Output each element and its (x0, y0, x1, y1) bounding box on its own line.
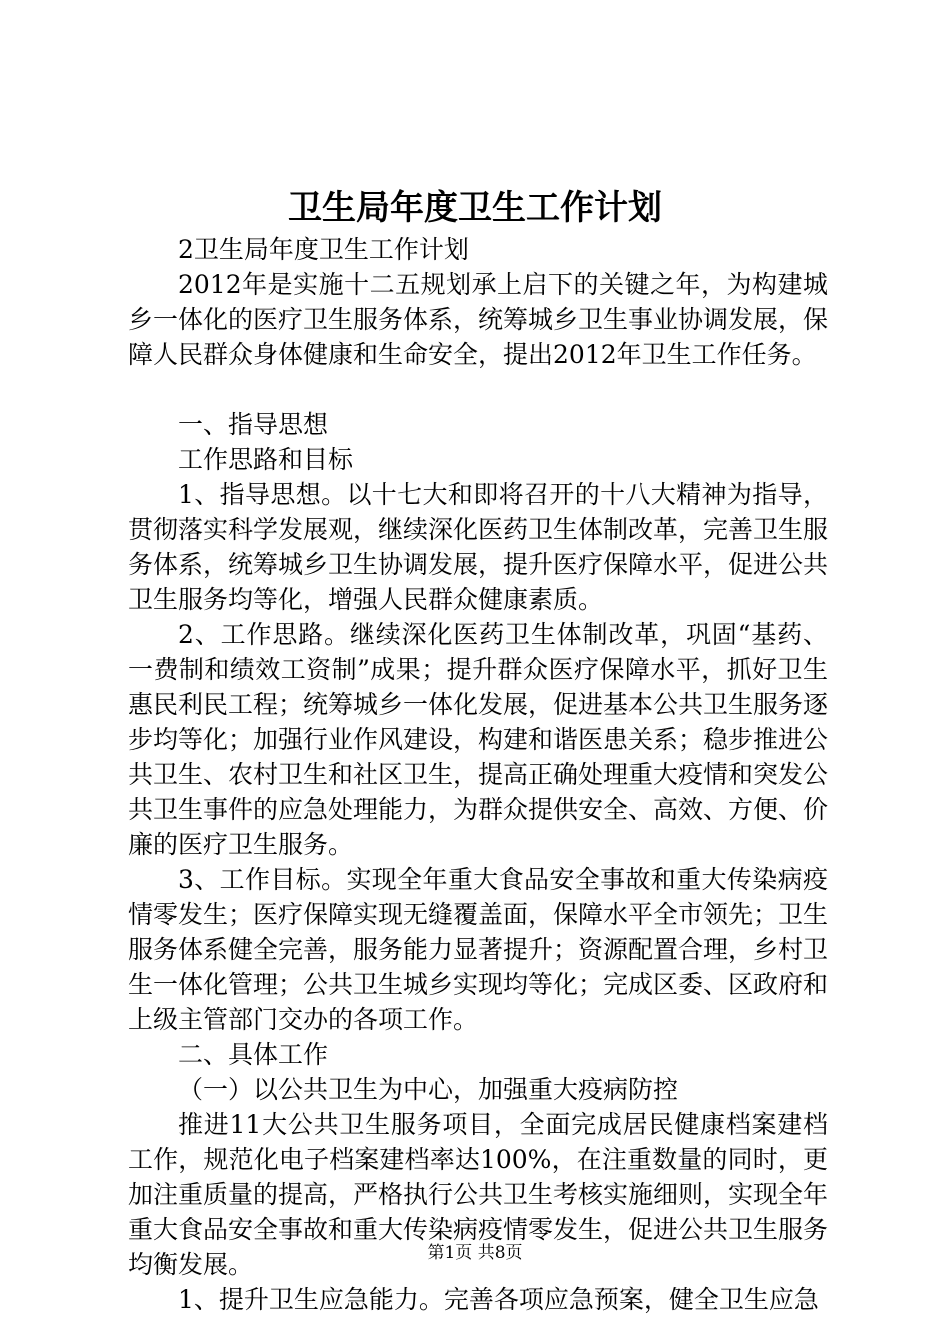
document-title: 卫生局年度卫生工作计划 (288, 188, 662, 228)
paragraph-guiding-ideology: 1、指导思想。以十七大和即将召开的十八大精神为指导，贯彻落实科学发展观，继续深化医药卫生体制改革，完善卫生服务体系，统筹城乡卫生协调发展，提升医疗保障水平，促进公共卫生服务均等化，增强人民群众健康素质。 (128, 480, 829, 614)
subheading-public-health: （一）以公共卫生为中心，加强重大疫病防控 (178, 1075, 679, 1104)
section-heading-specific-work: 二、具体工作 (178, 1040, 329, 1069)
subtitle-paragraph: 2卫生局年度卫生工作计划 (178, 235, 469, 264)
subheading-ideas-and-goals: 工作思路和目标 (178, 445, 354, 474)
paragraph-work-goals: 3、工作目标。实现全年重大食品安全事故和重大传染病疫情零发生；医疗保障实现无缝覆盖面，保障水平全市领先；卫生服务体系健全完善，服务能力显著提升；资源配置合理，乡村卫生一体化管理；公共卫生城乡实现均等化；完成区委、区政府和上级主管部门交办的各项工作。 (128, 865, 829, 1034)
page-footer: 第1页 共8页 (427, 1243, 523, 1263)
intro-paragraph: 2012年是实施十二五规划承上启下的关键之年，为构建城乡一体化的医疗卫生服务体系，统筹城乡卫生事业协调发展，保障人民群众身体健康和生命安全，提出2012年卫生工作任务。 (128, 270, 829, 369)
section-heading-guiding-ideology: 一、指导思想 (178, 410, 329, 439)
paragraph-work-ideas: 2、工作思路。继续深化医药卫生体制改革，巩固“基药、一费制和绩效工资制”成果；提升群众医疗保障水平，抓好卫生惠民利民工程；统筹城乡一体化发展，促进基本公共卫生服务逐步均等化；加强行业作风建设，构建和谐医患关系；稳步推进公共卫生、农村卫生和社区卫生，提高正确处理重大疫情和突发公共卫生事件的应急处理能力，为群众提供安全、高效、方便、价廉的医疗卫生服务。 (128, 620, 829, 859)
document-body (128, 232, 828, 1317)
paragraph-public-health-projects: 推进11大公共卫生服务项目，全面完成居民健康档案建档工作，规范化电子档案建档率达100%，在注重数量的同时，更加注重质量的提高，严格执行公共卫生考核实施细则，实现全年重大食品安全事故和重大传染病疫情零发生，促进公共卫生服务均衡发展。 (128, 1110, 829, 1279)
paragraph-emergency-capacity: 1、提升卫生应急能力。完善各项应急预案，健全卫生应急 (178, 1285, 819, 1314)
